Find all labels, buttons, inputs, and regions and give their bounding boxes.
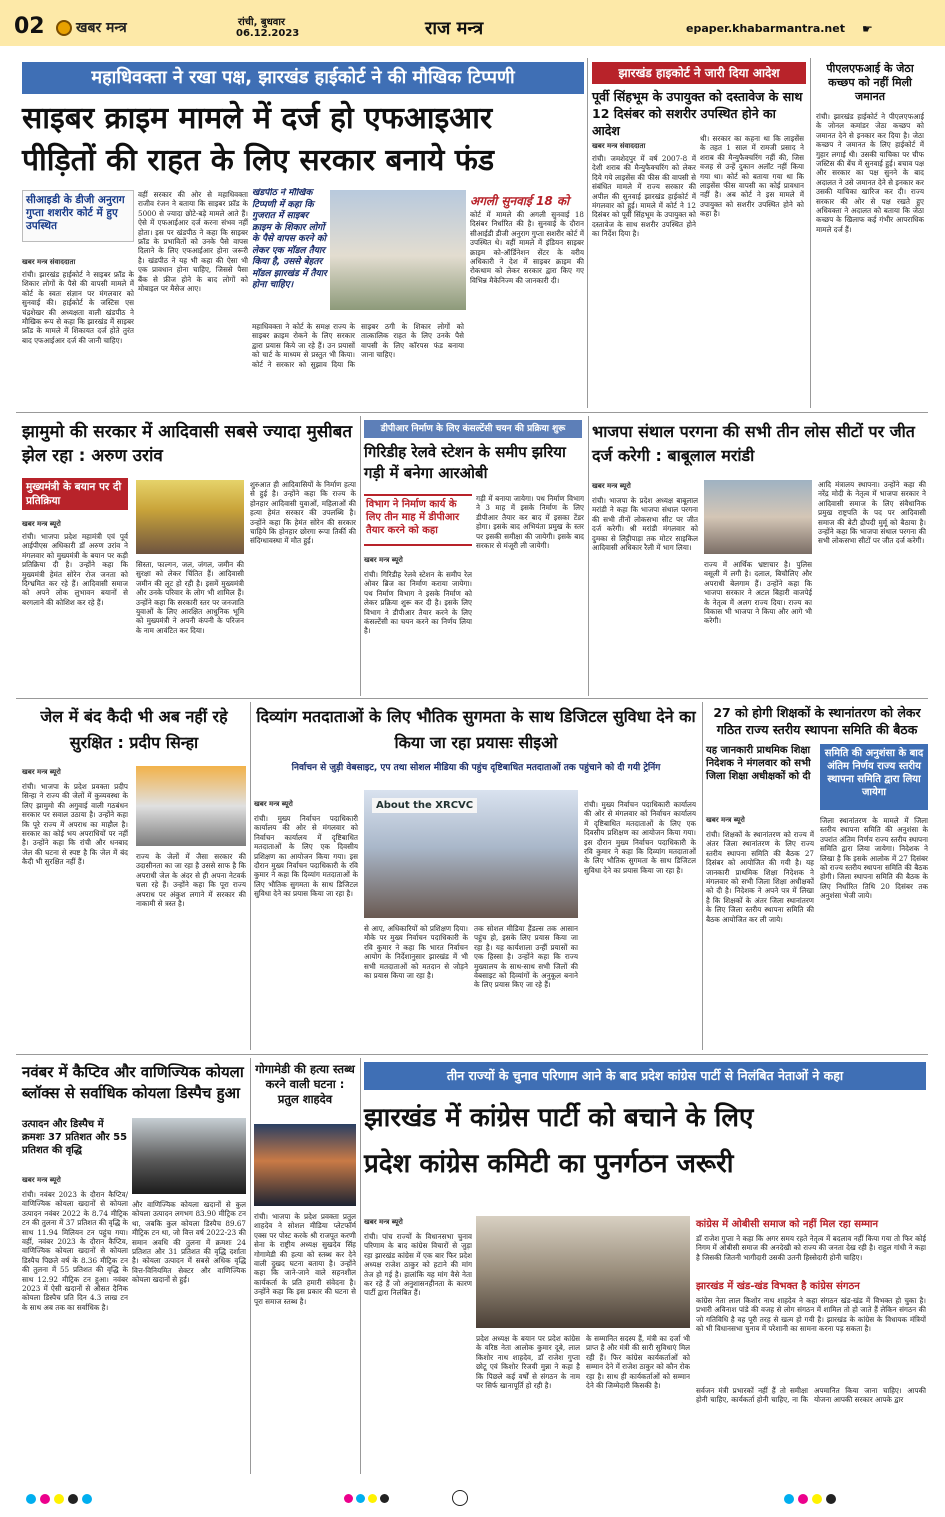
story6-text-c: आदि मंत्रालय स्थापना। उन्होंने कहा की नरेंद्र मोदी के नेतृत्व में भाजपा सरकार ने आदिवासी समाज के लिए संवैधानिक प्रमुख राष्ट्रपति के पद पर आदिवासी समाज की बेटी द्रौपदी मुर्मू को बैठाया है। उन्होंने कहा कि भाजपा संथाल परगना की सभी लोकसभा सीटों पर जीत दर्ज करेगी।: [818, 480, 926, 546]
story5-kicker: डीपीआर निर्माण के लिए कंसल्टेंसी चयन की प्रक्रिया शुरू: [364, 420, 582, 438]
story1-text-b: वहीं सरकार की ओर से महाधिवक्ता राजीव रंजन ने बताया कि साइबर फ्रॉड के 5000 से ज्यादा छोटे-बड़े मामले आते हैं। ऐसे में एफआईआर दर्ज करना संभव नहीं होता। इस पर खंडपीठ ने कहा कि साइबर फ्रॉड के प्रभावितों को उनके पैसे वापस दिलाने के लिए एफआईआर होना जरूरी है। खंडपीठ ने यह भी कहा की ऐसा भी एक प्रावधान होना चाहिए, जिससे पैसा बैंक से फ्रीज होने के बाद लोगों को मोबाइल पर मैसेज आए।: [138, 190, 248, 294]
crosshair-icon: [452, 1490, 468, 1506]
story1-text-c: महाधिवक्ता ने कोर्ट के समक्ष राज्य के साइबर क्राइम रोकने के लिए सरकार द्वारा प्रयास किये जा रहे हैं। उन प्रयासों को चार्ट के माध्यम से प्रस्तुत भी किया। कोर्ट ने सरकार को सुझाव दिया कि साइबर ठगी के शिकार लोगों को तात्कालिक राहत के लिए उनके पैसे वापसी के लिए कॉरपस फंड बनाया जाना चाहिए।: [252, 322, 464, 369]
story8-text-c: तक सोशल मीडिया हैंडल्स तक आसान पहुंच हो, इसके लिए प्रयास किया जा रहा है। यह कार्यशाला उन्हीं प्रयासों का एक हिस्सा है। उन्होंने कहा कि राज्य मुख्यालय के साथ-साथ सभी जिलों की वेबसाइट को दिव्यांगों के अनुकूल बनाने के लिए प्रयास किए जा रहे हैं।: [474, 924, 578, 990]
story8-byline: खबर मन्त्र ब्यूरो: [254, 800, 293, 808]
story9-text-a: रांची। शिक्षकों के स्थानांतरण को राज्य में अंतर जिला स्थानांतरण के लिए राज्य स्तरीय स्थापना समिति की बैठक 27 दिसंबर को आयोजित की गयी है। यह जानकारी प्राथमिक शिक्षा निदेशक ने मंगलवार को सभी जिला शिक्षा अधीक्षकों को दी है। निदेशक ने अपने पत्र में लिखा है कि शिक्षकों के अंतर जिला स्थानांतरण के लिए जिला स्तरीय स्थापना समिति की बैठक आयोजित कर ली जाये।: [706, 830, 814, 924]
story8-headline: दिव्यांग मतदाताओं के लिए भौतिक सुगमता के साथ डिजिटल सुविधा देने का किया जा रहा प्रयासः सीइओ: [256, 707, 696, 752]
story1-quote: खंडपीठ ने मौखिक टिप्पणी में कहा कि गुजरात में साइबर क्राइम के शिकार लोगों के पैसे वापस करने को लेकर एक मॉडल तैयार किया है, उससे बेहतर मॉडल झारखंड में तैयार होना चाहिए।: [252, 188, 327, 290]
story1-subhead: सीआइडी के डीजी अनुराग गुप्ता शशरीर कोर्ट में हुए उपस्थित: [22, 190, 134, 242]
story10-text-a: रांची। नवंबर 2023 के दौरान कैप्टिव/वाणिज्यिक कोयला खदानों से कोयला उत्पादन नवंबर 2022 के 8.74 मीट्रिक टन की तुलना में 37 प्रतिशत की वृद्धि के साथ 11.94 मिलियन टन पहुंच गया। वहीं, नवंबर 2023 के दौरान कैप्टिव, वाणिज्यिक कोयला खदानों से कोयला डिस्पैच पिछले वर्ष के 8.36 मीट्रिक टन की तुलना में 55 प्रतिशत की वृद्धि के साथ 12.92 मीट्रिक टन हुआ। नवंबर 2023 में ऐसी खदानों से औसत दैनिक कोयला डिस्पैच प्रति दिन 4.3 लाख टन के साथ अब तक का सर्वाधिक है।: [22, 1190, 128, 1312]
story12-headline-1: झारखंड में कांग्रेस पार्टी को बचाने के लिए: [364, 1103, 754, 1133]
story1-next-hearing: अगली सुनवाई 18 को: [470, 194, 570, 208]
story10-subhead: उत्पादन और डिस्पैच में क्रमशः 37 प्रतिशत और 55 प्रतिशत की वृद्धि: [22, 1119, 128, 1156]
story12-photo: [476, 1216, 690, 1328]
story2-kicker: झारखंड हाइकोर्ट ने जारी दिया आदेश: [592, 62, 806, 84]
story6-byline: खबर मन्त्र ब्यूरो: [592, 482, 631, 490]
story5-byline: खबर मन्त्र ब्यूरो: [364, 556, 403, 564]
story7-headline: जेल में बंद कैदी भी अब नहीं रहे सुरक्षित : प्रदीप सिन्हा: [40, 707, 228, 752]
story9-left-box: यह जानकारी प्राथमिक शिक्षा निदेशक ने मंगलवार को सभी जिला शिक्षा अधीक्षकों को दी: [706, 745, 811, 782]
story12-text-b: प्रदेश अध्यक्ष के बयान पर प्रदेश कांग्रेस के वरिष्ठ नेता आलोक कुमार दूबे, लाल किशोर नाथ शाहदेव, डॉ राजेश गुप्ता छोटू एवं किशोर रिजवी मुन्ना ने कहा है कि पिछले कई वर्षों से संगठन के नाम पर सिर्फ खानापूर्ति हो रही है।: [476, 1334, 580, 1391]
story12-box1-title: कांग्रेस में ओबीसी समाज को नहीं मिल रहा सम्मान: [696, 1219, 879, 1230]
story6-headline: भाजपा संथाल परगना की सभी तीन लोस सीटों पर जीत दर्ज करेगी : बाबूलाल मरांडी: [592, 422, 915, 465]
story5-text-a: रांची। गिरिडीह रेलवे स्टेशन के समीप रेल ओवर ब्रिज का निर्माण कराया जायेगा। पथ निर्माण विभाग ने इसके निर्माण को लेकर प्रक्रिया शुरू कर दी है। इसके लिए विभाग ने डीपीआर तैयार करने के लिए कंसल्टेंसी का चयन करने का निर्णय लिया है।: [364, 570, 472, 636]
story4-box: मुख्यमंत्री के बयान पर दी प्रतिक्रिया: [22, 478, 128, 510]
story7-photo: [136, 766, 246, 846]
story10-headline: नवंबर में कैप्टिव और वाणिज्यिक कोयला ब्लॉक्स से सर्वाधिक कोयला डिस्पैच हुआ: [22, 1063, 244, 1102]
story6-photo: [704, 480, 812, 554]
story4-headline: झामुमो की सरकार में आदिवासी सबसे ज्यादा मुसीबत झेल रहा : अरुण उरांव: [22, 422, 353, 466]
story8-photo-screen-text: About the XRCVC: [372, 798, 477, 813]
story1-kicker: महाधिवक्ता ने रखा पक्ष, झारखंड हाईकोर्ट ने की मौखिक टिप्पणी: [22, 62, 584, 94]
story1-photo: [330, 190, 466, 310]
story7-text-a: रांची। भाजपा के प्रदेश प्रवक्ता प्रदीप सिन्हा ने राज्य की जेलों में कुव्यवस्था के लिए झामुमो की अगुवाई वाली गठबंधन सरकार पर सवाल उठाया है। उन्होंने कहा कि पूरे राज्य में अपराध का माहौल है। सरकार का कोई भय अपराधियों पर नहीं है। उन्होंने कहा कि रांची और धनबाद जेल की घटना से स्पष्ट है कि जेल में बंद कैदी भी सुरक्षित नहीं हैं।: [22, 782, 128, 867]
story5-box: विभाग ने निर्माण कार्य के लिए तीन माह में डीपीआर तैयार करने को कहा: [364, 494, 472, 546]
story4-text-a: रांची। भाजपा प्रदेश महामंत्री एवं पूर्व आईपीएस अधिकारी डॉ अरुण उरांव ने मंगलवार को मुख्यमंत्री के बयान पर कड़ी प्रतिक्रिया दी है। उन्होंने कहा कि मुख्यमंत्री हेमंत सोरेन रोज जनता को दिग्भ्रमित कर रहे हैं। आदिवासी समाज को अपने लोक लुभावन बयानों से बरगलाने की कोशिश कर रहे हैं।: [22, 532, 128, 607]
story12-text-a: रांची। पांच राज्यों के विधानसभा चुनाव परिणाम के बाद कांग्रेस विचारों से जुड़ा रहा झारखंड कांग्रेस में एक बार फिर प्रदेश अध्यक्ष राजेश ठाकुर को हटाने की मांग तेज हो गई है। हालांकि यह मांग वैसे नेता कर रहे हैं जो अनुशासनहीनता के कारण पार्टी द्वारा निलंबित हैं।: [364, 1232, 472, 1298]
story12-text-d: सर्वजन मंत्री प्रभारकों नहीं हैं तो समीक्षा होनी चाहिए, कार्यकर्ता होनी चाहिए, ना कि अपमानित किया जाना चाहिए। आपकी योजना आपकी सरकार आपके द्वार: [696, 1386, 926, 1405]
story10-photo: [132, 1118, 246, 1194]
story3-headline: पीएलएफआई के जेठा कच्छप को नहीं मिली जमानत: [826, 62, 914, 103]
story11-photo: [254, 1124, 356, 1206]
section-title: राज मन्त्र: [425, 18, 484, 39]
story1-headline-1: साइबर क्राइम मामले में दर्ज हो एफआइआर: [22, 101, 493, 136]
story5-headline: गिरिडीह रेलवे स्टेशन के समीप झरिया गड़ी में बनेगा आरओबी: [364, 443, 566, 482]
page-number: 02: [14, 14, 45, 39]
story12-kicker: तीन राज्यों के चुनाव परिणाम आने के बाद प्रदेश कांग्रेस पार्टी से निलंबित नेताओं ने कहा: [364, 1062, 926, 1090]
story4-text-c: शुरुआत ही आदिवासियों के निर्माण हत्या से हुई है। उन्होंने कहा कि राज्य के होनहार आदिवासी युवाओं, महिलाओं की हत्या हेमंत सरकार की उपलब्धि है। उन्होंने कहा कि हेमंत सोरेन की सरकार चाहिये कि होनहार छोरगा रूपा तिर्की की संदिग्धावस्था में मौत हुई।: [250, 480, 356, 546]
story10-text-b: और वाणिज्यिक कोयला खदानों से कुल कोयला उत्पादन लगभग 83.90 मीट्रिक टन था, जबकि कुल कोयला डिस्पैच 89.67 मीट्रिक टन था, जो वित्त वर्ष 2022-23 की समान अवधि की तुलना में क्रमशः 24 प्रतिशत और 31 प्रतिशत की वृद्धि दर्शाता है। कोयला उत्पादन में सबसे अधिक वृद्धि वित्त-विनियमित सेक्टर और वाणिज्यिक कोयला खदानों से हुई।: [132, 1200, 246, 1285]
story8-text-b: से आए, अधिकारियों को प्रशिक्षण दिया। मौके पर मुख्य निर्वाचन पदाधिकारी के रवि कुमार ने कहा कि भारत निर्वाचन आयोग के निर्देशानुसार झारखंड में भी सभी मतदाताओं को मतदान से जोड़ने का प्रयास किया जा रहा है।: [364, 924, 468, 981]
story12-box2-text: कांग्रेस नेता लाल किशोर नाथ शाहदेव ने कहा संगठन खंड-खंड में विभक्त हो चुका है। प्रभारी अविनाश पांडे की वजह से लोग संगठन में शामिल तो हो जाते हैं लेकिन संगठन की जो गतिविधि है वह पूरी तरह से खत्म हो गयी है। झारखंड के कांग्रेस के विधायक मंत्रियों को भी विधानसभा चुनाव में परेशानी का सामना करना पड़ सकता है।: [696, 1296, 926, 1334]
story12-text-c: के सम्मानित सदस्य हैं, मंत्री का दर्जा भी प्राप्त है और मंत्री की सारी सुविधाएं मिल रही हैं। फिर कांग्रेस कार्यकर्ताओं को सम्मान देने में राजेश ठाकुर को कौन रोक रहा है। साथ ही कार्यकर्ताओं को सम्मान देने की जिम्मेदारी किसकी है।: [586, 1334, 690, 1391]
story4-byline: खबर मन्त्र ब्यूरो: [22, 520, 61, 528]
registration-dots-left: [26, 1494, 92, 1504]
story8-subhead: निर्वाचन से जुड़ी वेबसाइट, एप तथा सोशल मीडिया की पहुंच दृष्टिबाधित मतदाताओं तक पहुंचाने को दी गयी ट्रेनिंग: [291, 763, 661, 773]
footer-color-bar: [0, 1480, 945, 1517]
story9-byline: खबर मन्त्र ब्यूरो: [706, 816, 745, 824]
story8-text-a: रांची। मुख्य निर्वाचन पदाधिकारी कार्यालय की ओर से मंगलवार को निर्वाचन कार्यालय में दृष्टिबाधित मतदाताओं के लिए एक दिवसीय प्रशिक्षण का आयोजन किया गया। इस दौरान मुख्य निर्वाचन पदाधिकारी के रवि कुमार ने कहा कि दिव्यांग मतदाताओं के लिए भौतिक सुगमता के साथ डिजिटल सुविधा देने का प्रयास किया जा रहा है।: [254, 814, 358, 899]
story7-text-b: राज्य के जेलों में जैसा सरकार की उदासीनता का जा रहा है उससे साफ है कि अपराधी जेल के अंदर से ही अपना नेटवर्क चला रहे हैं। उन्होंने कहा कि पूरा राज्य अपराध पर अंकुश लगाने में सरकार की नाकामी से त्रस्त है।: [136, 852, 246, 909]
story10-byline: खबर मन्त्र ब्यूरो: [22, 1176, 61, 1184]
masthead-city: रांची, बुधवार: [238, 17, 286, 28]
story1-headline-2: पीड़ितों की राहत के लिए सरकार बनाये फंड: [22, 143, 494, 178]
story7-byline: खबर मन्त्र ब्यूरो: [22, 768, 61, 776]
story9-headline: 27 को होगी शिक्षकों के स्थानांतरण को लेकर गठित राज्य स्तरीय स्थापना समिति की बैठक: [713, 705, 921, 737]
story12-box2-title: झारखंड में खंड-खंड विभक्त है कांग्रेस संगठन: [696, 1281, 860, 1292]
story1-text-d: कोर्ट में मामले की अगली सुनवाई 18 दिसंबर निर्धारित की है। सुनवाई के दौरान सीआईडी डीजी अनुराग गुप्ता सशरीर कोर्ट में उपस्थित थे। वहीं मामले में इंडियन साइबर क्राइम को-ऑर्डिनेशन सेंटर के वरीय अधिकारी ने देश में साइबर क्राइम की रोकथाम को लेकर सरकार द्वारा किए गए विभिन्न मैकेनिज्म की जानकारी दी।: [470, 210, 584, 285]
story6-text-a: रांची। भाजपा के प्रदेश अध्यक्ष बाबूलाल मरांडी ने कहा कि भाजपा संथाल परगना की सभी तीनों लोकसभा सीट पर जीत दर्ज करेगी। श्री मरांडी मंगलवार को दुमका से लिट्टीपाड़ा तक मोटर साइकिल आदिवासी अधिकार रैली में भाग लिया।: [592, 496, 698, 553]
brand-logo-icon: [56, 20, 72, 36]
story11-text: रांची। भाजपा के प्रदेश प्रवक्ता प्रतुल शाहदेव ने सोशल मीडिया प्लेटफॉर्म एक्स पर पोस्ट करके श्री राजपूत करणी सेना के राष्ट्रीय अध्यक्ष सुखदेव सिंह गोगामेडी की हत्या को स्तब्ध कर देने वाली दुखद घटना बताया है। उन्होंने कहा कि जाने-जाने वाले सहनशील कार्यकर्ता के प्रति हमारी संवेदना है। उन्होंने कहा कि इस प्रकार की घटना से पूरा समाज स्तब्ध है।: [254, 1212, 356, 1306]
story2-byline: खबर मन्त्र संवाददाता: [592, 142, 646, 150]
story8-text-c-cont: रांची। मुख्य निर्वाचन पदाधिकारी कार्यालय की ओर से मंगलवार को निर्वाचन कार्यालय में दृष्टिबाधित मतदाताओं के लिए एक दिवसीय प्रशिक्षण का आयोजन किया गया। इस दौरान मुख्य निर्वाचन पदाधिकारी के रवि कुमार ने कहा कि दिव्यांग मतदाताओं के लिए भौतिक सुगमता के साथ डिजिटल सुविधा देने का प्रयास किया जा रहा है।: [584, 800, 696, 875]
story2-text-a: रांची। जमशेदपुर में वर्ष 2007-8 में देशी शराब की मैन्युफैक्चरिंग को लेकर दिये गये लाइसेंस की फीस की वापसी से संबंधित मामले में राज्य सरकार की अपील की सुनवाई झारखंड हाईकोर्ट में मंगलवार को हुई। मामले में कोर्ट ने 12 दिसंबर को पूर्वी सिंहभूम के उपायुक्त को दस्तावेज के साथ सशरीर उपस्थित होने का निर्देश दिया है।: [592, 154, 696, 239]
story11-headline: गोगामेडी की हत्या स्तब्ध करने वाली घटना : प्रतुल शाहदेव: [255, 1062, 355, 1106]
story9-right-box: समिति की अनुशंसा के बाद अंतिम निर्णय राज्य स्तरीय स्थापना समिति द्वारा लिया जायेगा: [820, 744, 928, 810]
story3-text: रांची। झारखंड हाईकोर्ट ने पीएलएफआई के जोनल कमांडर जेठा कच्छप को जमानत देने से इनकार कर दिया है। जेठा कच्छप ने जमानत के लिए हाईकोर्ट में गुहार लगाई थी। उसकी याचिका पर चीफ जस्टिस की बेंच में सुनवाई हुई। बचाव पक्ष और सरकार का पक्ष सुनने के बाद अदालत ने उसे जमानत देने से इनकार कर उसकी याचिका खारिज कर दी। राज्य सरकार की ओर से पक्ष रखते हुए अधिवक्ता ने अदालत को बताया कि जेठा कच्छप के खिलाफ कई गंभीर आपराधिक मामले दर्ज हैं।: [816, 112, 924, 234]
registration-dots-center: [344, 1494, 389, 1503]
story1-text-a: रांची। झारखंड हाईकोर्ट ने साइबर फ्रॉड के शिकार लोगों के पैसे की वापसी मामले में कोर्ट के स्वतः संज्ञान पर मंगलवार को सुनवाई की। हाईकोर्ट के जस्टिस एस चंद्रशेखर की अध्यक्षता वाली खंडपीठ ने मौखिक रूप से कहा कि झारखंड में साइबर फ्रॉड के मामले में शिकायत दर्ज होते तुरंत बाद एफआईआर दर्ज की जानी चाहिए।: [22, 270, 134, 345]
story4-text-b: सिस्ता, फाल्गन, जल, जंगल, जमीन की सुरक्षा को लेकर चिंतित हैं। आदिवासी जमीन की लूट हो रही है। इसमें मुख्यमंत्री और उनके परिवार के लोग भी शामिल हैं। उन्होंने कहा कि सरकारी स्तर पर जनजाति युवाओं के लिए आरक्षित आधुनिक भूमि को मुख्यमंत्री ने अपनी कंपनी के परिजन के नाम आवंटित कर दिया।: [136, 560, 244, 635]
story4-photo: [136, 480, 244, 554]
masthead-date: 06.12.2023: [236, 28, 300, 39]
story2-text-b: थी। सरकार का कहना था कि लाइसेंस के तहत 1 साल में रामजी प्रसाद ने शराब की मैन्युफैक्चरिंग नहीं की, जिस वजह से उन्हें दुकान अलॉट नहीं किया गया था। कोर्ट को बताया गया था कि लाइसेंस फीस वापसी का कोई प्रावधान नहीं है। अब कोर्ट ने इस मामले में उपायुक्त को सशरीर उपस्थित होने को कहा है।: [700, 134, 804, 219]
site-url[interactable]: epaper.khabarmantra.net: [686, 22, 845, 35]
story5-text-b: गड़ी में बनाया जायेगा। पथ निर्माण विभाग ने 3 माह में इसके निर्माण के लिए डीपीआर तैयार कर बाद में इसका टेंडर होगा। इसके बाद अभियंता प्रमुख के स्तर पर इसकी समीक्षा की जायेगी। इसके बाद सरकार से मंजूरी ली जायेगी।: [476, 494, 584, 551]
story6-text-b: राज्य में आर्थिक भ्रष्टाचार है। पुलिस वसूली में लगी है। दलाल, बिचौलिए और अपराधी बेलगाम हैं। उन्होंने कहा कि भाजपा सरकार ने अटल बिहारी वाजपेई के नेतृत्व में अलग राज्य दिया। राज्य का विकास भी भाजपा ने किया और आगे भी करेगी।: [704, 560, 812, 626]
story1-byline: खबर मन्त्र संवाददाता: [22, 258, 76, 266]
story9-text-b: जिला स्थानांतरण के मामले में जिला स्तरीय स्थापना समिति की अनुशंसा के उपरांत अंतिम निर्णय राज्य स्तरीय स्थापना समिति द्वारा लिया जायेगा। निदेशक ने लिखा है कि इसके आलोक में 27 दिसंबर को राज्य स्तरीय स्थापना समिति की बैठक होगी। जिला स्थापना समिति की बैठक के लिए निर्धारित तिथि 20 दिसंबर तक अनुशंसा भेजी जाये।: [820, 816, 928, 901]
story12-headline-2: प्रदेश कांग्रेस कमिटी का पुनर्गठन जरूरी: [364, 1149, 734, 1179]
registration-dots-right: [784, 1494, 836, 1504]
cursor-hand-icon: ☛: [862, 22, 873, 36]
story12-box1-text: डॉ राजेश गुप्ता ने कहा कि अगर समय रहते नेतृत्व में बदलाव नहीं किया गया तो फिर कोई निगम में ओबीसी समाज की अनदेखी को राज्य की जनता देख रही है। राहुल गांधी ने कहा है जिसकी जितनी भागीदारी उसकी उतनी हिस्सेदारी होनी चाहिए।: [696, 1234, 926, 1262]
story12-byline: खबर मन्त्र ब्यूरो: [364, 1218, 403, 1226]
story2-headline: पूर्वी सिंहभूम के उपायुक्त को दस्तावेज के साथ 12 दिसंबर को सशरीर उपस्थित होने का आदेश: [592, 89, 803, 138]
story8-photo: [364, 790, 578, 918]
brand-name: खबर मन्त्र: [76, 20, 127, 36]
